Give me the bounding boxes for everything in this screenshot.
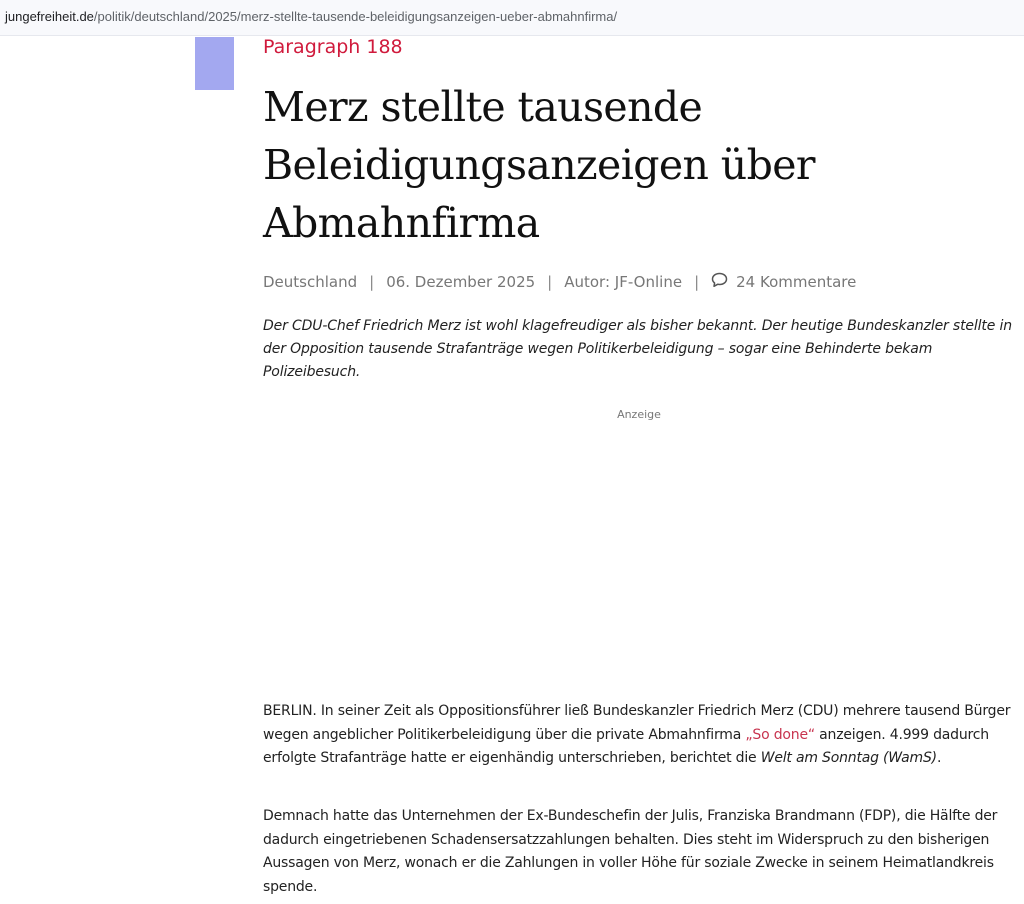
meta-author-link[interactable]: Autor: JF-Online [564,273,683,291]
paragraph-text: . [936,750,942,766]
article-paragraph [263,700,1015,771]
meta-date: 06. Dezember 2025 [386,273,536,291]
ad-placeholder [263,430,1013,690]
article-meta [263,271,856,293]
comment-icon[interactable] [711,272,728,288]
address-bar[interactable] [0,0,1024,36]
url-domain: jungefreiheit.de [5,9,94,24]
ad-label: Anzeige [617,408,661,421]
paragraph-text: anzeigen. 4.999 dadurch erfolgte Strafanträge hatte er eigenhändig unterschrieben, berichtet die [263,726,989,766]
title-line: Merz stellte tausende [263,83,703,131]
article-category-link[interactable]: Paragraph 188 [263,36,403,58]
so-done-link[interactable]: „So done“ [745,726,815,743]
meta-separator: | [369,273,375,291]
article-paragraph: Demnach hatte das Unternehmen der Ex-Bundeschefin der Julis, Franziska Brandmann (FDP), die Hälfte der dadurch eingetriebenen Schadensersatzzahlungen behalten. Dies steht im Widerspruch zu den bisherigen Aussagen von Merz, wonach er die Zahlungen in voller Höhe für soziale Zwecke in seinem Heimatlandkreis spende. [263,808,998,895]
article-title [263,78,1003,252]
url-path: /politik/deutschland/2025/merz-stellte-tausende-beleidigungsanzeigen-ueber-abmahnfirma/ [93,9,618,24]
side-accent-block [195,37,234,90]
source-name: Welt am Sonntag (WamS) [760,750,937,766]
meta-comments-link[interactable]: 24 Kommentare [736,273,857,291]
title-line: Beleidigungsanzeigen über [263,141,815,189]
title-line: Abmahnfirma [263,199,540,247]
meta-separator: | [547,273,553,291]
meta-section-link[interactable]: Deutschland [263,273,358,291]
article-lead: Der CDU-Chef Friedrich Merz ist wohl klagefreudiger als bisher bekannt. Der heutige Bundeskanzler stellte in der Opposition tausende Strafanträge wegen Politikerbeleidigung – sogar eine Behinderte bekam Polizeibesuch. [263,318,1012,380]
meta-separator: | [694,273,700,291]
paragraph-text: BERLIN. In seiner Zeit als Oppositionsführer ließ Bundeskanzler Friedrich Merz (CDU) mehrere tausend Bürger wegen angeblicher Politikerbeleidigung über die private Abmahnfirma [263,703,1011,743]
